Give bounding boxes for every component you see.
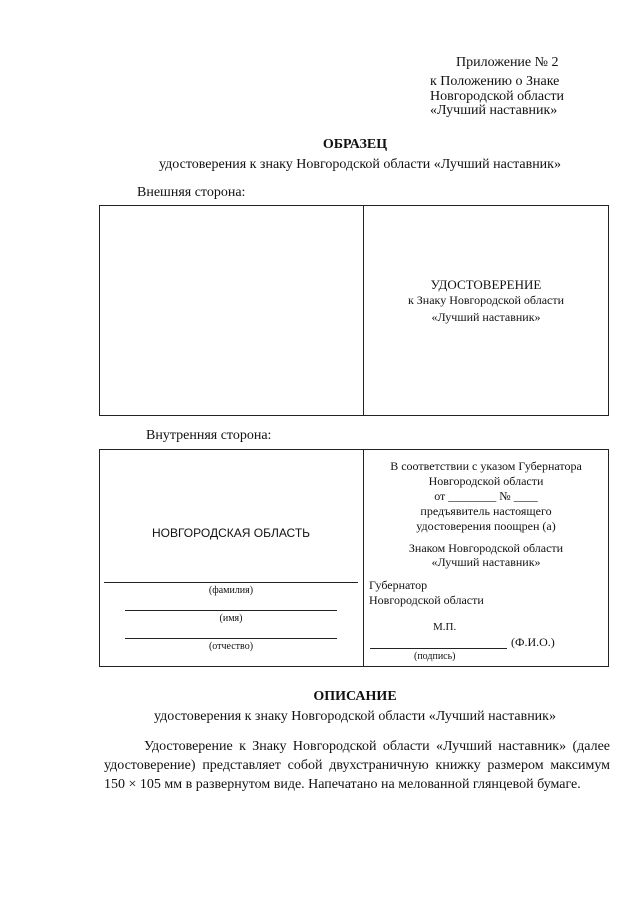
sample-title: ОБРАЗЕЦ <box>322 137 388 152</box>
appendix-ref-line1: к Положению о Знаке <box>430 74 560 89</box>
description-title: ОПИСАНИЕ <box>313 689 397 704</box>
decree-date-number: от ________ № ____ <box>434 489 538 503</box>
appendix-ref-line2: Новгородской области <box>430 89 564 104</box>
outer-side-label: Внешняя сторона: <box>137 185 246 200</box>
decree-line1: В соответствии с указом Губернатора <box>390 459 582 473</box>
outer-certificate-line2: «Лучший наставник» <box>431 310 541 324</box>
award-line2: «Лучший наставник» <box>431 555 541 569</box>
name-caption: (имя) <box>219 613 243 624</box>
surname-caption: (фамилия) <box>208 585 254 596</box>
surname-line <box>104 582 358 583</box>
outer-certificate-line1: к Знаку Новгородской области <box>407 293 565 307</box>
inner-side-label: Внутренняя сторона: <box>146 428 272 443</box>
description-subtitle: удостоверения к знаку Новгородской области «Лучший наставник» <box>154 709 556 724</box>
signature-line <box>370 648 507 649</box>
patronymic-line <box>125 638 337 639</box>
decree-line5: удостоверения поощрен (а) <box>416 519 556 533</box>
governor-title: Губернатор <box>369 578 428 592</box>
region-heading: НОВГОРОДСКАЯ ОБЛАСТЬ <box>151 526 311 540</box>
decree-line4: предъявитель настоящего <box>420 504 552 518</box>
signature-caption: (подпись) <box>414 651 456 662</box>
outer-certificate-title: УДОСТОВЕРЕНИЕ <box>430 277 542 292</box>
name-line <box>125 610 337 611</box>
sample-subtitle: удостоверения к знаку Новгородской области «Лучший наставник» <box>159 157 561 172</box>
appendix-ref-line3: «Лучший наставник» <box>430 103 558 118</box>
description-body: Удостоверение к Знаку Новгородской области «Лучший наставник» (далее удостоверение) представляет собой двухстраничную книжку размером максимум 150 × 105 мм в развернутом виде. Напечатано на мелованной глянцевой бумаге. <box>104 739 610 792</box>
appendix-number: Приложение № 2 <box>456 55 559 70</box>
stamp-placeholder: М.П. <box>433 621 457 633</box>
decree-line2: Новгородской области <box>428 474 544 488</box>
award-line1: Знаком Новгородской области <box>408 541 564 555</box>
fio-caption: (Ф.И.О.) <box>511 635 555 649</box>
governor-region: Новгородской области <box>369 593 484 607</box>
patronymic-caption: (отчество) <box>208 641 254 652</box>
